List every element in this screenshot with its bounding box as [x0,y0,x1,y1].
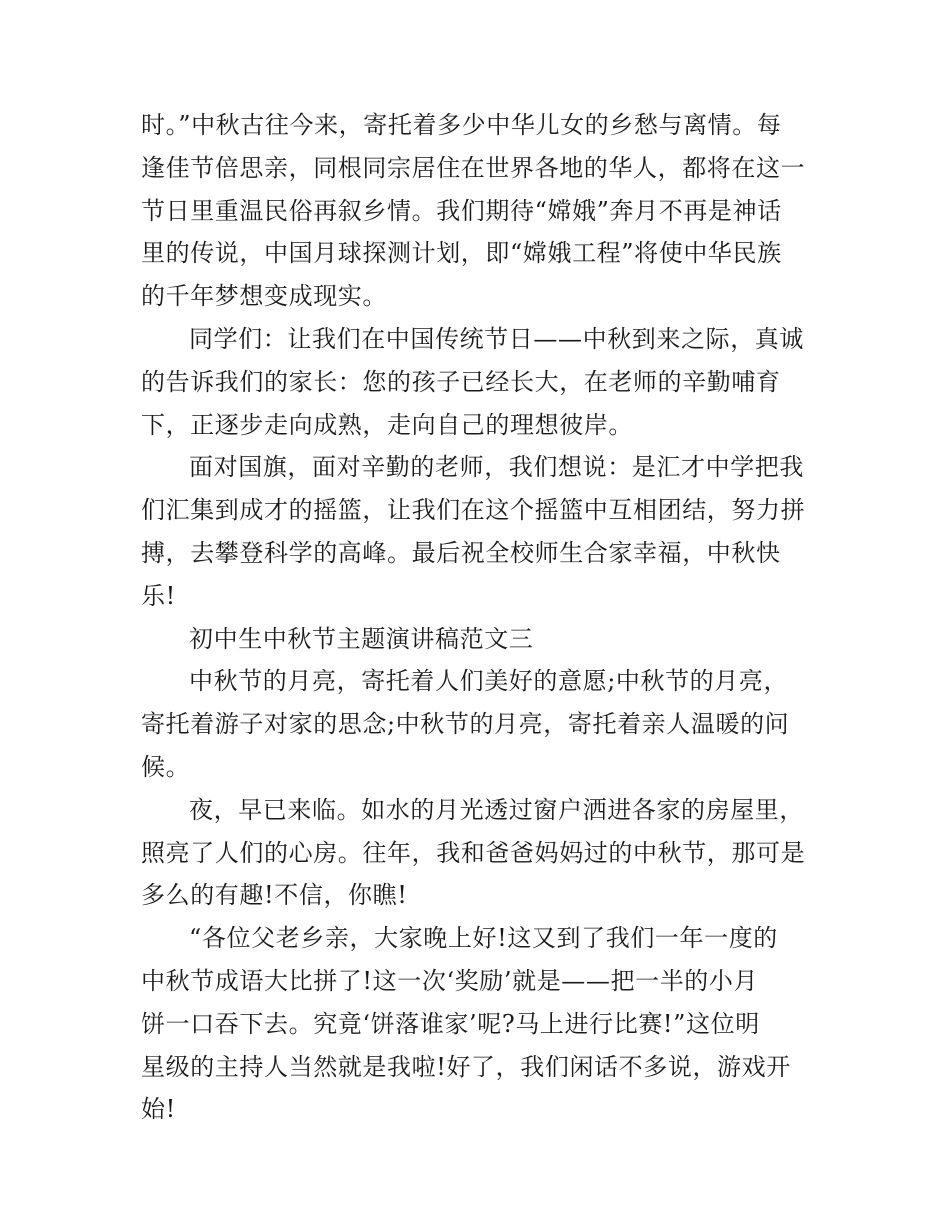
text-line: 饼一口吞下去。究竟‘饼落谁家’呢?马上进行比赛!”这位明 [141,1009,760,1038]
text-line: 照亮了人们的心房。往年，我和爸爸妈妈过的中秋节，那可是 [141,838,806,867]
text-line: 中秋节的月亮，寄托着人们美好的意愿;中秋节的月亮， [189,667,789,696]
text-line: 中秋节成语大比拼了!这一次‘奖励’就是——把一半的小月 [141,966,759,995]
text-line: 候。 [141,752,191,781]
text-line: 的千年梦想变成现实。 [141,282,387,311]
text-line: 寄托着游子对家的思念;中秋节的月亮，寄托着亲人温暖的问 [141,710,790,739]
document-body [141,104,821,1131]
text-line: 始! [141,1095,176,1124]
text-line: 节日里重温民俗再叙乡情。我们期待“嫦娥”奔月不再是神话 [141,196,782,225]
text-line: 逢佳节倍思亲，同根同宗居住在世界各地的华人，都将在这一 [141,153,806,182]
text-line: 的告诉我们的家长：您的孩子已经长大，在老师的辛勤哺育 [141,367,781,396]
text-line: 夜，早已来临。如水的月光透过窗户洒进各家的房屋里， [189,795,804,824]
text-line: 里的传说，中国月球探测计划，即“嫦娥工程”将使中华民族 [141,239,782,268]
text-line: 搏，去攀登科学的高峰。最后祝全校师生合家幸福，中秋快 [141,538,781,567]
text-line: “各位父老乡亲，大家晚上好!这又到了我们一年一度的 [189,924,778,953]
text-line: 多么的有趣!不信，你瞧! [141,881,408,910]
text-line: 同学们：让我们在中国传统节日——中秋到来之际，真诚 [189,324,804,353]
text-line: 乐! [141,581,176,610]
text-line: 面对国旗，面对辛勤的老师，我们想说：是汇才中学把我 [189,453,804,482]
text-line: 们汇集到成才的摇篮，让我们在这个摇篮中互相团结，努力拼 [141,496,806,525]
section-heading: 初中生中秋节主题演讲稿范文三 [189,624,534,653]
text-line: 时。”中秋古往今来，寄托着多少中华儿女的乡愁与离情。每 [141,111,782,139]
text-line: 星级的主持人当然就是我啦!好了，我们闲话不多说，游戏开 [141,1052,791,1081]
text-line: 下，正逐步走向成熟，走向自己的理想彼岸。 [141,410,633,439]
